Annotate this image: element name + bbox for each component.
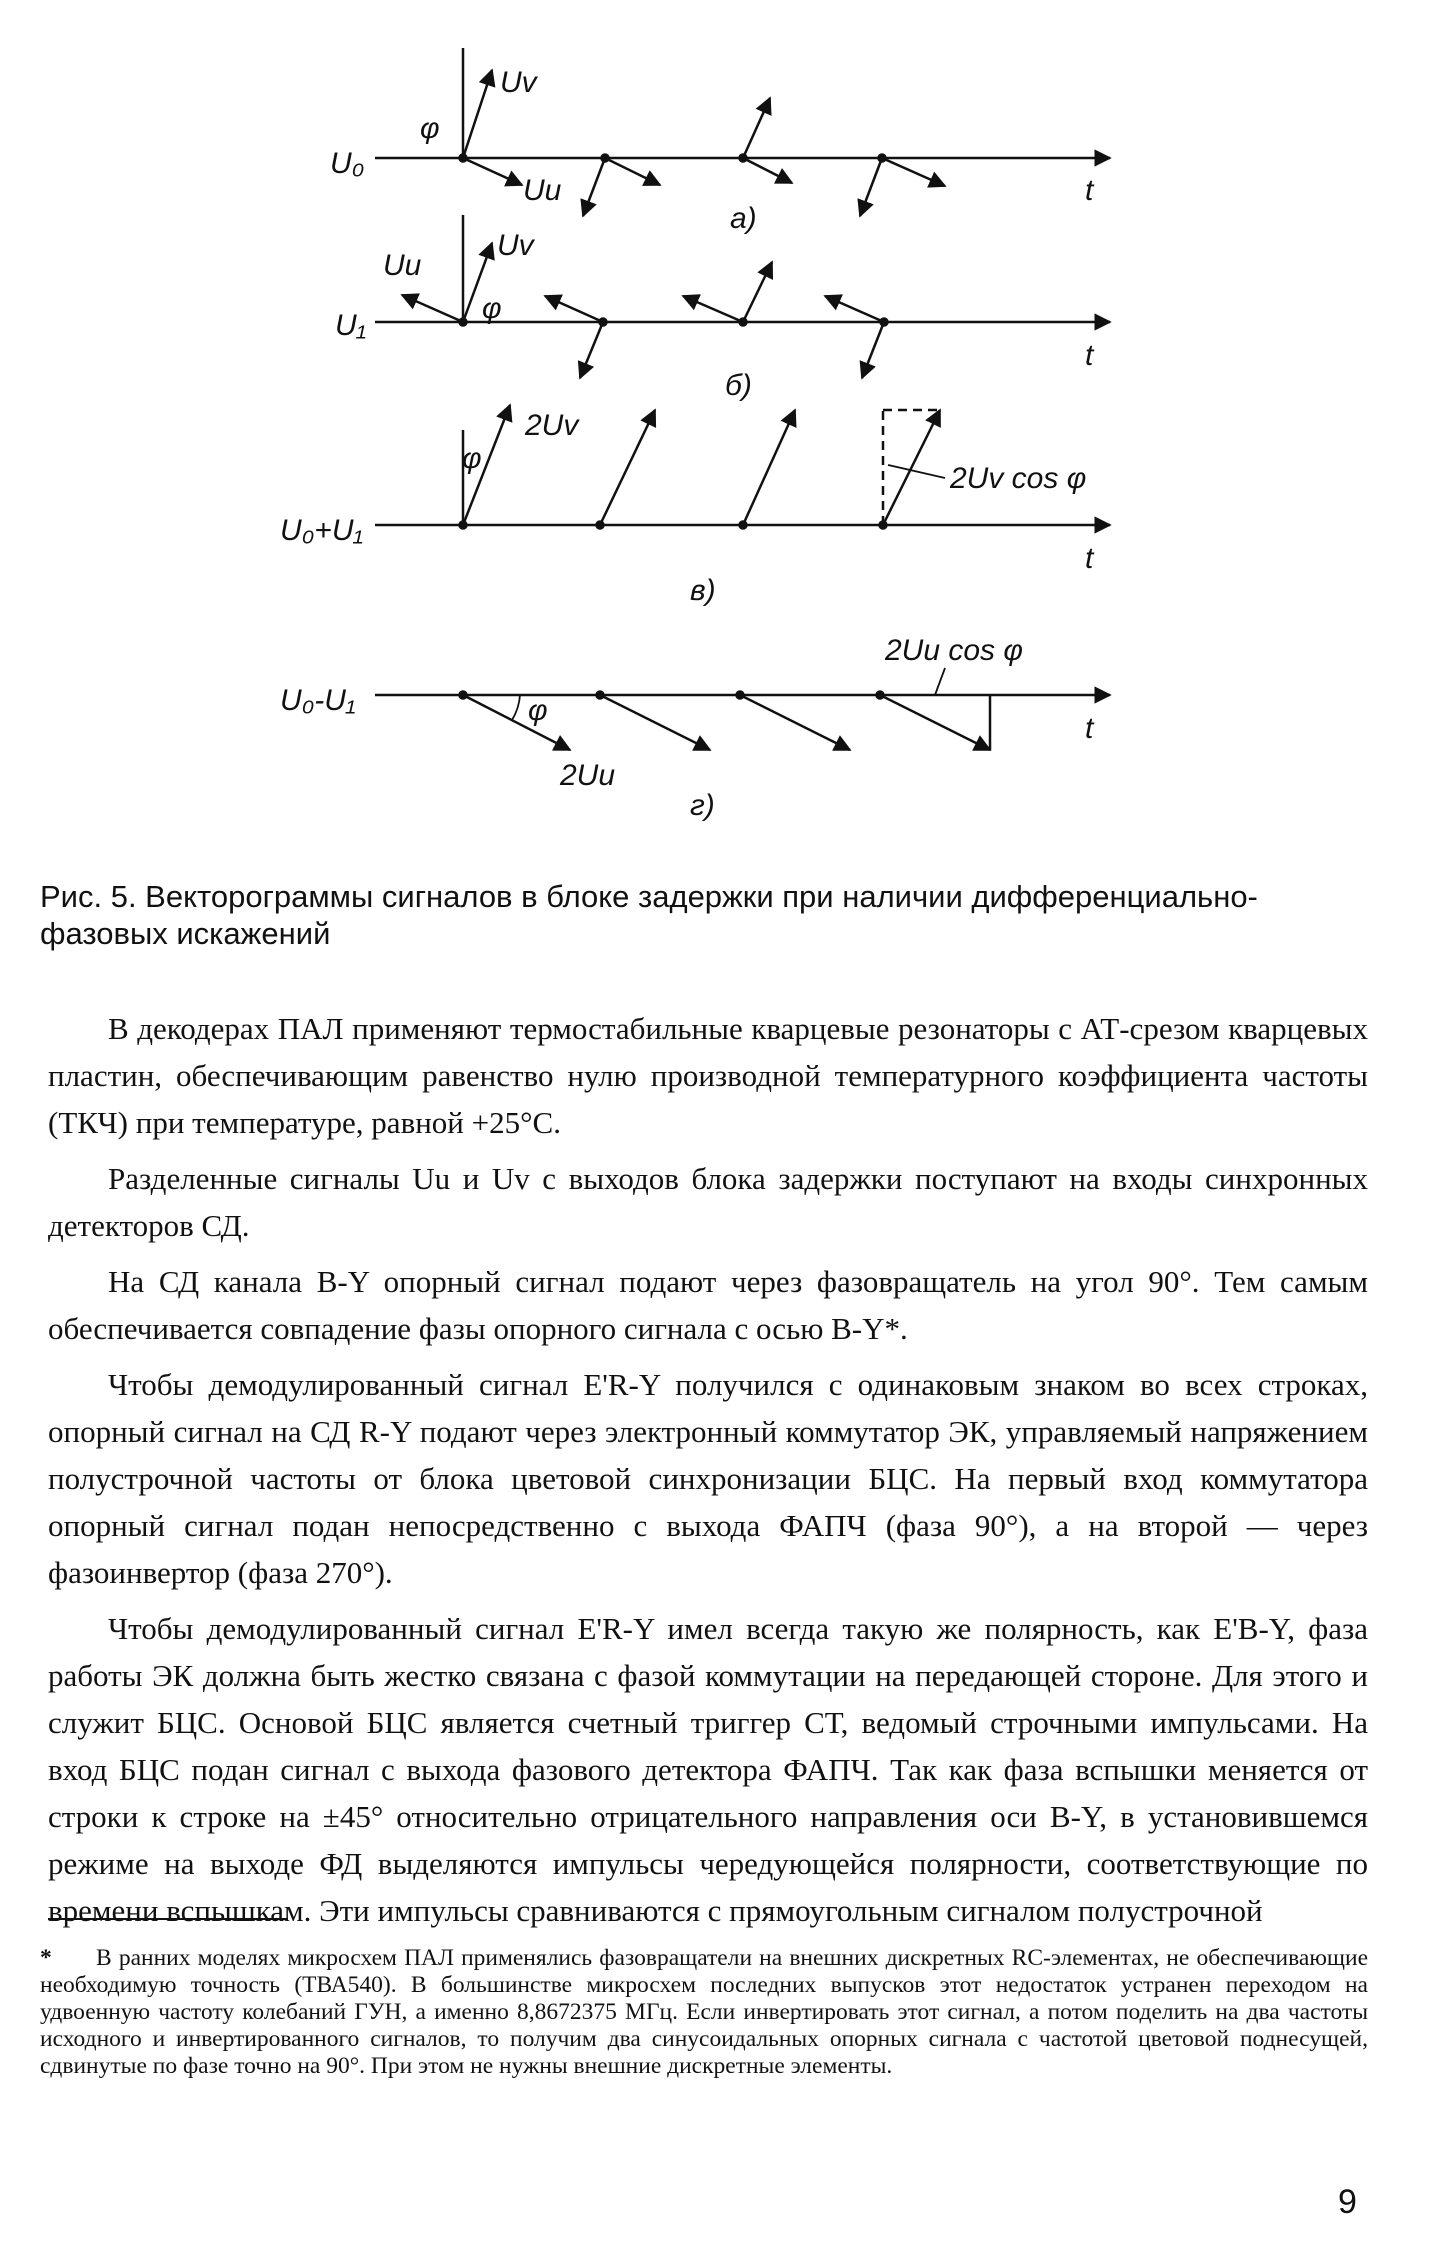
panel-v-t-label: t <box>1085 542 1094 575</box>
panel-g-angle-label: φ <box>528 694 548 727</box>
vector-diagram-figure <box>0 0 1429 860</box>
panel-g-axis-label: U₀-U₁ <box>280 684 356 717</box>
panel-b-t-label: t <box>1085 339 1094 372</box>
panel-b-axis-label: U₁ <box>335 309 367 342</box>
vector-2uu <box>463 695 570 750</box>
figure-caption: Рис. 5. Векторограммы сигналов в блоке задержки при наличии дифференциально-фазовых искажений <box>40 879 1258 951</box>
panel-g-t-label: t <box>1085 712 1094 745</box>
vector-uv <box>463 70 492 158</box>
paragraph: На СД канала B-Y опорный сигнал подают через фазовращатель на угол 90°. Тем самым обеспечивается совпадение фазы опорного сигнала с осью B-Y*. <box>48 1264 1368 1346</box>
body-text <box>48 1005 1368 1943</box>
paragraph: Чтобы демодулированный сигнал E'R-Y имел всегда такую же полярность, как E'B-Y, фаза работы ЭК должна быть жестко связана с фазой коммутации на передающей стороне. Для этого и служит БЦС. Основой БЦС является счетный триггер СТ, ведомый строчными импульсами. На вход БЦС подан сигнал с выхода фазового детектора ФАПЧ. Так как фаза вспышки меняется от строки к строке на ±45° относительно отрицательного направления оси B-Y, в установившемся режиме на выходе ФД выделяются импульсы чередующейся полярности, соответствующие по времени вспышкам. Эти импульсы сравниваются с прямоугольным сигналом полустрочной <box>48 1611 1368 1928</box>
panel-a-t-label: t <box>1085 174 1094 207</box>
panel-a <box>375 48 1110 216</box>
panel-b-letter: б) <box>725 369 752 402</box>
panel-b-angle-label: φ <box>482 292 502 325</box>
angle-arc <box>512 695 520 720</box>
panel-b-uv-label: Uv <box>497 229 534 262</box>
panel-v-axis-label: U₀+U₁ <box>280 514 363 547</box>
panel-v-2uv-label: 2Uv <box>525 409 579 442</box>
paragraph: Разделенные сигналы Uu и Uv с выходов блока задержки поступают на входы синхронных детекторов СД. <box>48 1161 1368 1243</box>
panel-a-uv-label: Uv <box>500 66 537 99</box>
footnote-mark: * <box>40 1945 52 1971</box>
paragraph: Чтобы демодулированный сигнал E'R-Y получился с одинаковым знаком во всех строках, опорный сигнал на СД R-Y подают через электронный коммутатор ЭК, управляемый напряжением полустрочной частоты от блока цветовой синхронизации БЦС. На первый вход коммутатора опорный сигнал подан непосредственно с выхода ФАПЧ (фаза 90°), а на второй — через фазоинвертор (фаза 270°). <box>48 1367 1368 1590</box>
footnote-text: В ранних моделях микросхем ПАЛ применялись фазовращатели на внешних дискретных RC-элементах, не обеспечивающие необходимую точность (ТВА540). В большинстве микросхем последних выпусков этот недостаток устранен переходом на удвоенную частоту колебаний ГУН, а именно 8,8672375 МГц. Если инвертировать этот сигнал, а потом поделить на два частоты исходного и инвертированного сигналов, то получим два синусоидальных опорных сигнала с частотой цветовой поднесущей, сдвинутые по фазе точно на 90°. При этом не нужны внешние дискретные элементы. <box>40 1945 1368 2079</box>
panel-g-letter: г) <box>690 789 715 822</box>
panel-v-annotation: 2Uv cos φ <box>950 462 1087 495</box>
vector-uu <box>463 158 522 185</box>
footnote-divider <box>48 1918 288 1920</box>
panel-g-2uu-label: 2Uu <box>560 759 616 792</box>
panel-a-letter: а) <box>730 202 757 235</box>
page-number: 9 <box>1338 2183 1357 2221</box>
panel-a-axis-label: U₀ <box>330 147 365 180</box>
panel-v-angle-label: φ <box>462 442 482 475</box>
panel-a-angle-label: φ <box>420 112 440 145</box>
footnote <box>40 1945 1368 2080</box>
vector-uu <box>402 295 463 322</box>
panel-g-annotation: 2Uu cos φ <box>885 634 1023 667</box>
panel-g <box>375 668 1110 750</box>
panel-a-uu-label: Uu <box>523 174 562 207</box>
panel-b-uu-label: Uu <box>383 249 422 282</box>
panel-v-letter: в) <box>690 574 716 607</box>
paragraph: В декодерах ПАЛ применяют термостабильные кварцевые резонаторы с АТ-срезом кварцевых пластин, обеспечивающим равенство нулю производной температурного коэффициента частоты (ТКЧ) при температуре, равной +25°С. <box>48 1011 1368 1140</box>
